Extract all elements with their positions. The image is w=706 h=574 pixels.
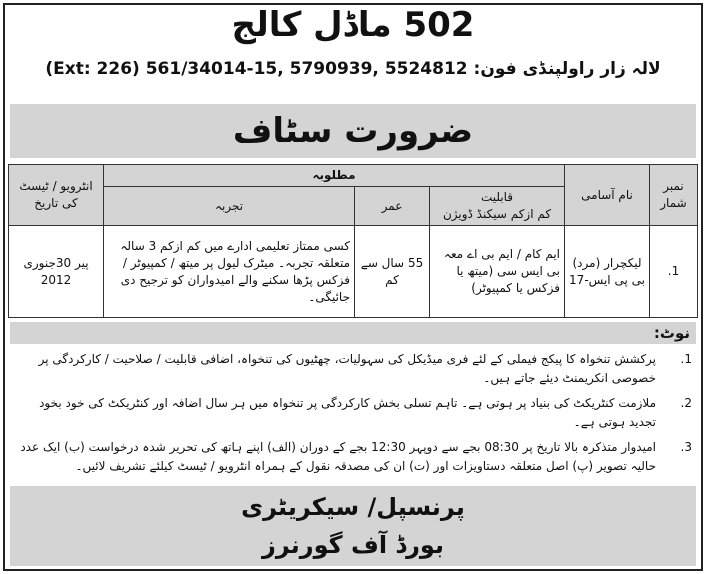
note-text: پرکشش تنخواہ کا پیکج فیملی کے لئے فری میڈیکل کی سہولیات، چھٹیوں کی تنخواہ، اضافی قابلیت / صلاحیت / کارکردگی پر خصوصی انکریمنٹ دیئے جاتے ہیں۔ bbox=[38, 352, 656, 385]
note-item bbox=[10, 350, 696, 388]
table-row bbox=[9, 226, 698, 318]
vacancy-heading: ضرورت سٹاف bbox=[10, 104, 696, 158]
header-interview: انٹرویو / ٹیسٹ کی تاریخ bbox=[9, 165, 104, 226]
header-required: مطلوبہ bbox=[104, 165, 565, 187]
qualification-sub: کم ازکم سیکنڈ ڈویژن bbox=[442, 207, 552, 221]
phone-line bbox=[0, 58, 706, 79]
header-age: عمر bbox=[355, 187, 430, 226]
note-number: 2. bbox=[680, 396, 692, 410]
phone-numbers: (Ext: 226) 561/34014-15, 5790939, 5524812 bbox=[45, 59, 468, 79]
note-number: 3. bbox=[680, 440, 692, 454]
header-post: نام آسامی bbox=[565, 165, 650, 226]
cell-post: لیکچرار (مرد) بی پی ایس-17 bbox=[565, 226, 650, 318]
cell-number: 1. bbox=[650, 226, 698, 318]
cell-experience: کسی ممتاز تعلیمی ادارے میں کم ازکم 3 سالہ متعلقہ تجربہ۔ میٹرک لیول پر میتھ / کمپیوٹر / فزکس پڑھا سکنے والے امیدواران کو ترجیح دی جائیگی۔ bbox=[104, 226, 355, 318]
note-item bbox=[10, 438, 696, 476]
note-number: 1. bbox=[680, 352, 692, 366]
signature-block bbox=[10, 486, 696, 566]
note-text: ملازمت کنٹریکٹ کی بنیاد پر ہوتی ہے۔ تاہم تسلی بخش کارکردگی پر تنخواہ میں ہر سال اضافہ اور کنٹریکٹ کی خود بخود تجدید ہوتی ہے۔ bbox=[39, 396, 656, 429]
header-qualification bbox=[430, 187, 565, 226]
footer-line2: بورڈ آف گورنرز bbox=[262, 531, 444, 559]
phone-label: لالہ زار راولپنڈی فون: bbox=[473, 59, 661, 79]
cell-interview: پیر 30جنوری 2012 bbox=[9, 226, 104, 318]
qualification-label: قابلیت bbox=[480, 190, 514, 204]
college-title: 502 ماڈل کالج bbox=[231, 5, 475, 45]
notes-list bbox=[10, 350, 696, 482]
cell-qualification: ایم کام / ایم بی اے معہ بی ایس سی (میتھ یا فزکس یا کمپیوٹر) bbox=[430, 226, 565, 318]
header-number: نمبر شمار bbox=[650, 165, 698, 226]
notes-title: نوٹ: bbox=[10, 322, 696, 344]
header-experience: تجربہ bbox=[104, 187, 355, 226]
footer-line1: پرنسپل/ سیکریٹری bbox=[241, 493, 465, 521]
note-item bbox=[10, 394, 696, 432]
note-text: امیدوار متذکرہ بالا تاریخ پر 08:30 بجے سے دوپہر 12:30 بجے کے دوران (الف) اپنے ہاتھ کی تحریر شدہ درخواست (ب) ایک عدد حالیہ تصویر (پ) اصل متعلقہ دستاویزات اور (ت) ان کی مصدقہ نقول کے ہمراہ انٹرویو / ٹیسٹ کیلئے تشریف لائیں۔ bbox=[20, 440, 656, 473]
cell-age: 55 سال سے کم bbox=[355, 226, 430, 318]
vacancy-table bbox=[8, 164, 698, 318]
